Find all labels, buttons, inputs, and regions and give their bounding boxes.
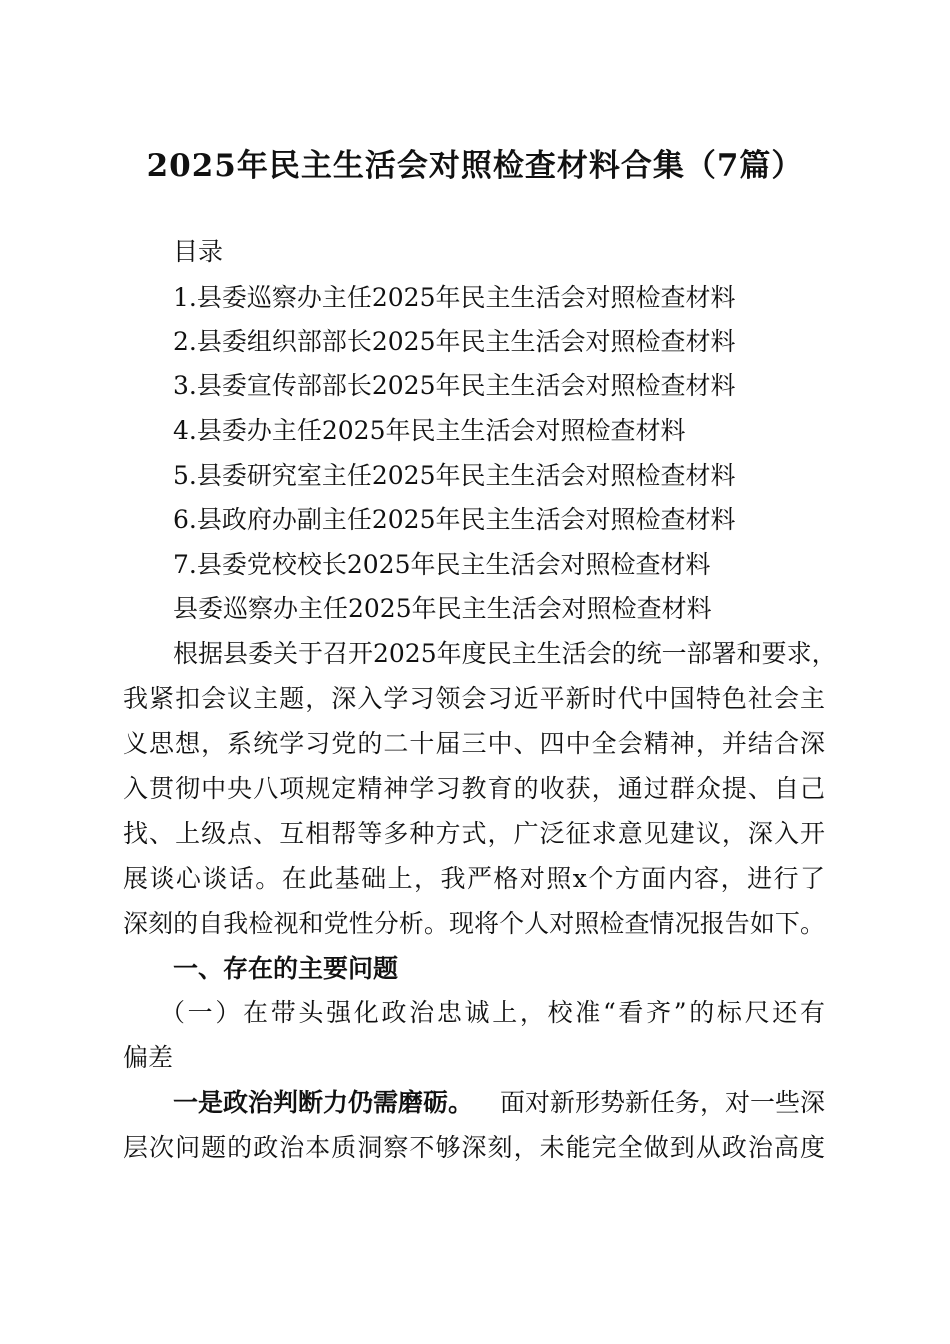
toc-heading: 目录 (173, 237, 224, 266)
subsection-heading-cont: 偏差 (123, 1043, 174, 1072)
point-text: 面对新形势新任务，对一些深 (499, 1088, 825, 1117)
point-line (173, 1086, 825, 1120)
article-title: 县委巡察办主任2025年民主生活会对照检查材料 (173, 594, 712, 623)
section-heading: 一、存在的主要问题 (173, 954, 399, 983)
intro-line: 我紧扣会议主题，深入学习领会习近平新时代中国特色社会主 (123, 684, 825, 713)
document-title: 2025年民主生活会对照检查材料合集（7篇） (146, 148, 804, 184)
intro-line: 展谈心谈话。在此基础上，我严格对照x个方面内容，进行了 (123, 864, 825, 893)
toc-item: 1.县委巡察办主任2025年民主生活会对照检查材料 (173, 283, 736, 312)
point-lead: 一是政治判断力仍需磨砺。 (173, 1088, 474, 1117)
toc-item: 3.县委宣传部部长2025年民主生活会对照检查材料 (173, 371, 736, 400)
toc-item: 2.县委组织部部长2025年民主生活会对照检查材料 (173, 327, 736, 356)
intro-line: 义思想，系统学习党的二十届三中、四中全会精神，并结合深 (123, 729, 825, 758)
intro-line: 深刻的自我检视和党性分析。现将个人对照检查情况报告如下。 (123, 909, 825, 938)
toc-item: 4.县委办主任2025年民主生活会对照检查材料 (173, 416, 686, 445)
point-line: 层次问题的政治本质洞察不够深刻，未能完全做到从政治高度 (123, 1133, 825, 1162)
intro-line: 找、上级点、互相帮等多种方式，广泛征求意见建议，深入开 (123, 819, 825, 848)
intro-line: 入贯彻中央八项规定精神学习教育的收获，通过群众提、自己 (123, 774, 825, 803)
subsection-heading: （一）在带头强化政治忠诚上，校准“看齐”的标尺还有 (160, 998, 825, 1027)
toc-item: 7.县委党校校长2025年民主生活会对照检查材料 (173, 550, 711, 579)
intro-line: 根据县委关于召开2025年度民主生活会的统一部署和要求， (173, 639, 837, 668)
toc-item: 6.县政府办副主任2025年民主生活会对照检查材料 (173, 505, 736, 534)
toc-item: 5.县委研究室主任2025年民主生活会对照检查材料 (173, 461, 736, 490)
